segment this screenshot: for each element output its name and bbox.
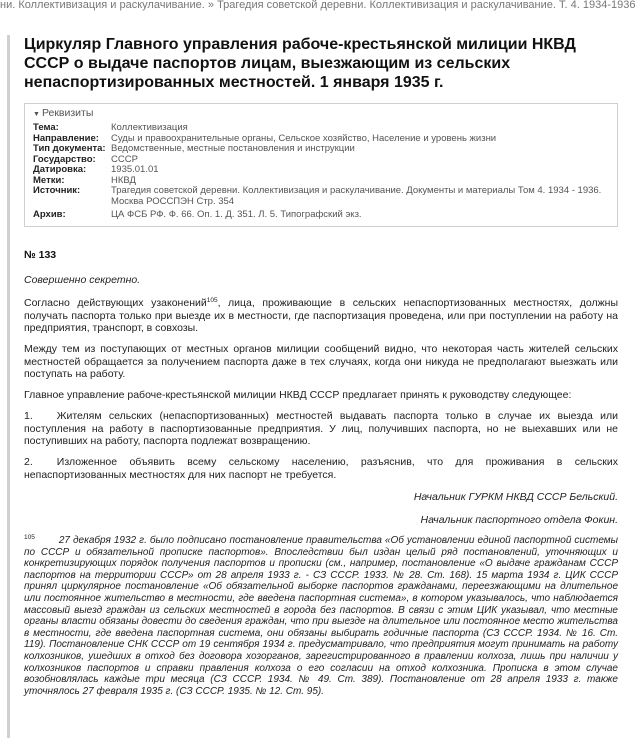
rekvizity-value[interactable]: СССР (111, 153, 138, 165)
document-number: № 133 (24, 249, 57, 261)
document-body (24, 297, 618, 481)
footnote-ref-105[interactable]: 105 (206, 297, 218, 304)
paragraph-1-start: Согласно действующих узаконений (24, 297, 207, 309)
rekvizity-value[interactable]: Коллективизация (111, 122, 188, 133)
paragraph-2: Между тем из поступающих от местных органов милиции сообщений видно, что некоторая часть жителей сельских местностей обращается за получением паспорта даже в тех случаях, когда они никуда не предполагают выезжать или поступать на работу. (24, 343, 618, 380)
rekvizity-key: Направление: (33, 132, 99, 144)
rekvizity-row (33, 144, 609, 155)
breadcrumb-link-collectivization[interactable]: ни. Коллективизация и раскулачивание. (0, 0, 205, 11)
list-number-1: 1. (24, 410, 33, 422)
rekvizity-toggle-label: Реквизиты (41, 107, 94, 119)
secrecy-mark: Совершенно секретно. (24, 274, 141, 286)
rekvizity-row (33, 165, 609, 176)
rekvizity-key: Датировка: (33, 164, 87, 175)
rekvizity-key: Государство: (33, 153, 96, 165)
footnote-text: 27 декабря 1932 г. было подписано постановление правительства «Об установлении единой паспортной системы по СССР и обязательной прописке паспортов». Впоследствии был издан целый ряд постановлений, уточняющих и конкретизирующих порядок получения паспортов и прописки (см., например, постановление «О выдаче гражданам СССР паспортов на территории СССР» от 28 апреля 1933 г. - СЗ СССР. 1933. № 28. Ст. 168). 15 марта 1934 г. ЦИК СССР принял циркулярное постановление «Об обязательной выборке паспортов гражданами, переезжающими на длительное или постоянное жительство в местности, где введена паспортная система», в котором указывалось, что наблюдается массовый выезд граждан из сельских местностей в города без паспортов. В связи с этим ЦИК указывал, что местные органы власти обязаны довести до сведения граждан, что при выезде на длительное или постоянное место жительства в местности, где введена паспортная система, они обязаны выбирать годичные паспорта (СЗ СССР. 1934. № 16. Ст. 119). Постановление СНК СССР от 19 сентября 1934 г. предусматривало, что предприятия могут принимать на работу колхозников, ушедших в отход без договора хозорганов, зарегистрированного в правлении колхоза, лишь при наличии у колхозников паспортов и справки правления колхоза о его согласии на отход колхозника. Прописка в этом случае возобновлялась каждые три месяца (СЗ СССР. 1934. № 49. Ст. 389). Постановление от 28 апреля 1933 г. также уточнялось 27 февраля 1935 г. (СЗ СССР. 1935. № 12. Ст. 95). (24, 535, 618, 697)
rekvizity-table (33, 123, 609, 220)
paragraph-1-end: , лица, проживающие в сельских непаспортизованных местностях, должны получать паспорта только при выезде их в местности, где паспортизация проведена, или при поступлении на работу на предприятия, транспорт, в совхозы. (24, 297, 618, 334)
rekvizity-key: Тема: (33, 122, 59, 133)
document-title: Циркуляр Главного управления рабоче-крестьянской милиции НКВД СССР о выдаче паспортов лицам, выезжающим из сельских непаспортизированных местностей. 1 января 1935 г. (24, 36, 576, 91)
paragraph-3: Главное управление рабоче-крестьянской милиции НКВД СССР предлагает принять к руководству следующее: (24, 389, 572, 401)
signature-1: Начальник ГУРКМ НКВД СССР Бельский. (413, 491, 618, 503)
rekvizity-key: Тип документа: (33, 143, 106, 154)
list-number-2: 2. (24, 456, 33, 468)
paragraph-1 (24, 297, 618, 335)
paragraph-4 (24, 410, 618, 448)
rekvizity-value[interactable]: НКВД (111, 174, 136, 186)
list-item-1-text: Жителям сельских (непаспортизованных) местностей выдавать паспорта только в случае их выезда или поступления на работу в паспортизованные предприятия. У лиц, получивших паспорта, но не выехавших или не поступивших на работу, паспорта подлежат возвращению. (24, 410, 618, 447)
rekvizity-row (33, 186, 609, 210)
rekvizity-row (33, 123, 609, 134)
left-rule (7, 35, 10, 738)
rekvizity-value: 1935.01.01 (111, 164, 159, 175)
paragraph-5 (24, 456, 618, 481)
signature-2: Начальник паспортного отдела Фокин. (420, 514, 618, 526)
rekvizity-value: ЦА ФСБ РФ. Ф. 66. Оп. 1. Д. 351. Л. 5. Типографский экз. (111, 208, 362, 220)
list-item-2-text: Изложенное объявить всему сельскому населению, разъяснив, что для проживания в сельских непаспортизованных местностях для них паспорт не требуется. (24, 456, 618, 481)
rekvizity-value[interactable]: Ведомственные, местные постановления и инструкции (111, 143, 355, 154)
footnote-number: 105 (24, 534, 35, 541)
rekvizity-key: Метки: (33, 174, 65, 186)
footnote-105 (24, 535, 618, 697)
rekvizity-row (33, 210, 609, 221)
document-content (24, 35, 618, 697)
rekvizity-panel (24, 103, 618, 227)
rekvizity-key: Источник: (33, 185, 81, 196)
document-page (0, 13, 639, 738)
breadcrumb-separator: » (204, 0, 218, 11)
breadcrumb-link-volume[interactable]: Трагедия советской деревни. Коллективизация и раскулачивание. Т. 4. 1934-1936 (217, 0, 636, 11)
rekvizity-value[interactable]: Суды и правоохранительные органы, Сельское хозяйство, Население и уровень жизни (111, 132, 497, 144)
breadcrumb (0, 0, 639, 13)
rekvizity-key: Архив: (33, 208, 66, 220)
rekvizity-value[interactable]: Трагедия советской деревни. Коллективизация и раскулачивание. Документы и материалы Том 4. 1934 - 1936. Москва РОССПЭН Стр. 354 (111, 185, 602, 207)
triangle-down-icon: ▼ (33, 111, 40, 118)
rekvizity-toggle[interactable] (33, 107, 609, 121)
